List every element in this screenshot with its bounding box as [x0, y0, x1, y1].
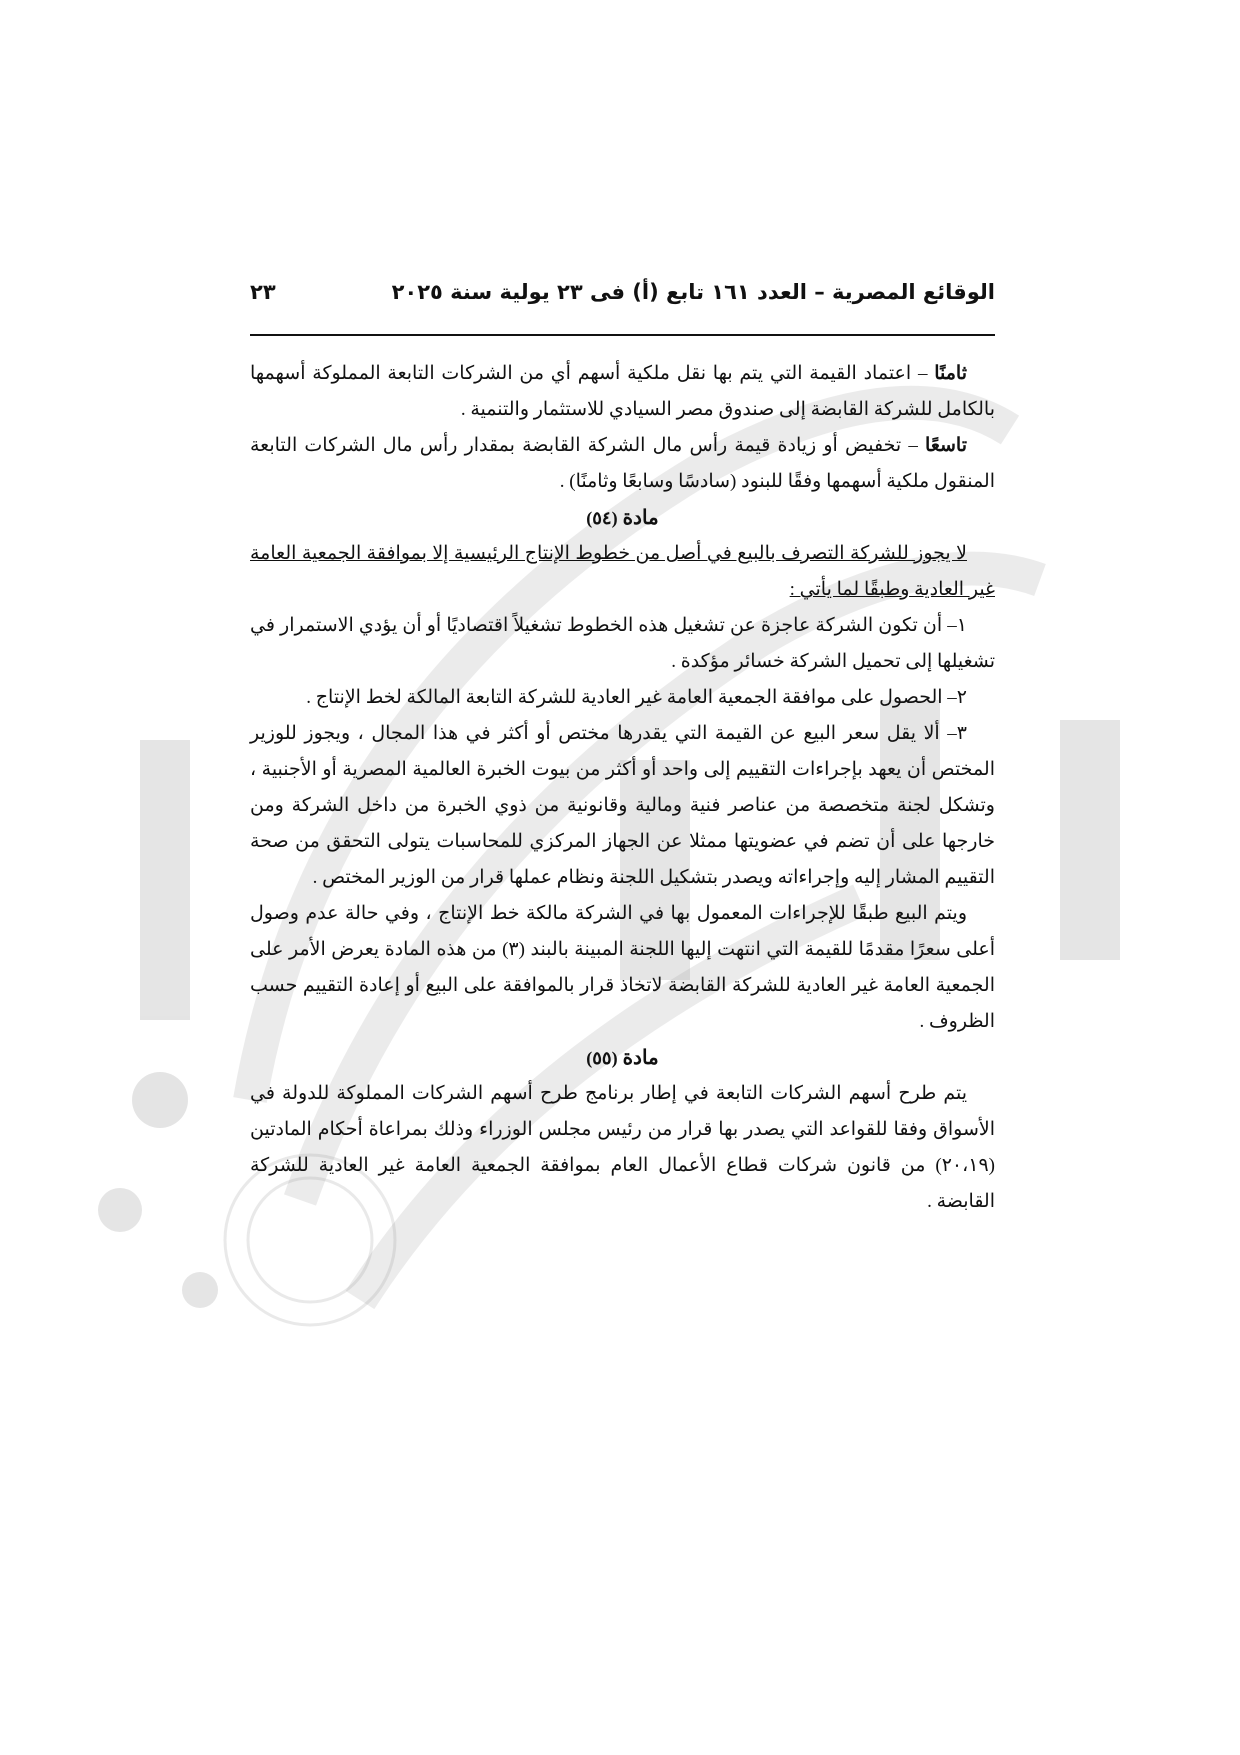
- article-54-item-2: ٢– الحصول على موافقة الجمعية العامة غير العادية للشركة التابعة المالكة لخط الإنتاج .: [306, 687, 967, 708]
- article-label: مادة: [622, 1047, 659, 1069]
- page-header: [250, 280, 995, 336]
- clause-text: – اعتماد القيمة التي يتم بها نقل ملكية أسهم أي من الشركات التابعة المملوكة أسهمها بالكامل للشركة القابضة إلى صندوق مصر السيادي للاستثمار والتنمية .: [250, 363, 995, 420]
- article-54-intro: لا يجوز للشركة التصرف بالبيع في أصل من خطوط الإنتاج الرئيسية إلا بموافقة الجمعية العامة غير العادية وطبقًا لما يأتي :: [250, 543, 995, 600]
- article-label: مادة: [622, 507, 659, 529]
- article-55-text: يتم طرح أسهم الشركات التابعة في إطار برنامج طرح أسهم الشركات المملوكة للدولة في الأسواق وفقا للقواعد التي يصدر بها قرار من رئيس مجلس الوزراء وذلك بمراعاة أحكام المادتين (٢٠،١٩) من قانون شركات قطاع الأعمال العام بموافقة الجمعية العامة غير العادية للشركة القابضة .: [250, 1083, 995, 1212]
- clause-ninth: [250, 428, 995, 500]
- article-heading-55: [250, 1040, 995, 1076]
- clause-label: ثامنًا: [934, 363, 967, 384]
- article-heading-54: [250, 500, 995, 536]
- watermark-dot: [132, 1072, 188, 1128]
- watermark-letter-stroke: [1060, 720, 1120, 960]
- clause-text: – تخفيض أو زيادة قيمة رأس مال الشركة القابضة بمقدار رأس مال الشركات التابعة المنقول ملكية أسهمها وفقًا للبنود (سادسًا وسابعًا وثامنًا) .: [250, 435, 995, 492]
- clause-eighth: [250, 356, 995, 428]
- page-number: ٢٣: [250, 280, 276, 304]
- clause-label: تاسعًا: [925, 435, 967, 456]
- watermark-dot: [98, 1188, 142, 1232]
- gazette-page: [250, 280, 995, 1220]
- article-54-item-3: ٣– ألا يقل سعر البيع عن القيمة التي يقدرها مختص أو أكثر في هذا المجال ، ويجوز للوزير المختص أن يعهد بإجراءات التقييم إلى واحد أو أكثر من بيوت الخبرة العالمية المصرية أو الأجنبية ، وتشكل لجنة متخصصة من عناصر فنية ومالية وقانونية من ذوي الخبرة من داخل الشركة ومن خارجها على أن تضم في عضويتها ممثلا عن الجهاز المركزي للمحاسبات يتولى التحقق من صحة التقييم المشار إليه وإجراءاته ويصدر بتشكيل اللجنة ونظام عملها قرار من الوزير المختص .: [250, 723, 995, 888]
- gazette-title: الوقائع المصرية – العدد ١٦١ تابع (أ) فى ٢٣ يولية سنة ٢٠٢٥: [391, 280, 995, 304]
- watermark-letter-stroke: [140, 740, 190, 1020]
- article-number: (٥٥): [586, 1048, 618, 1068]
- article-54-item-1: ١– أن تكون الشركة عاجزة عن تشغيل هذه الخطوط تشغيلاً اقتصاديًا أو أن يؤدي الاستمرار في تشغيلها إلى تحميل الشركة خسائر مؤكدة .: [250, 615, 995, 672]
- page-content: [250, 356, 995, 1220]
- article-54-closing: ويتم البيع طبقًا للإجراءات المعمول بها في الشركة مالكة خط الإنتاج ، وفي حالة عدم وصول أعلى سعرًا مقدمًا للقيمة التي انتهت إليها اللجنة المبينة بالبند (٣) من هذه المادة يعرض الأمر على الجمعية العامة غير العادية للشركة القابضة لاتخاذ قرار بالموافقة على البيع أو إعادة التقييم حسب الظروف .: [250, 903, 995, 1032]
- watermark-dot: [182, 1272, 218, 1308]
- article-number: (٥٤): [586, 508, 618, 528]
